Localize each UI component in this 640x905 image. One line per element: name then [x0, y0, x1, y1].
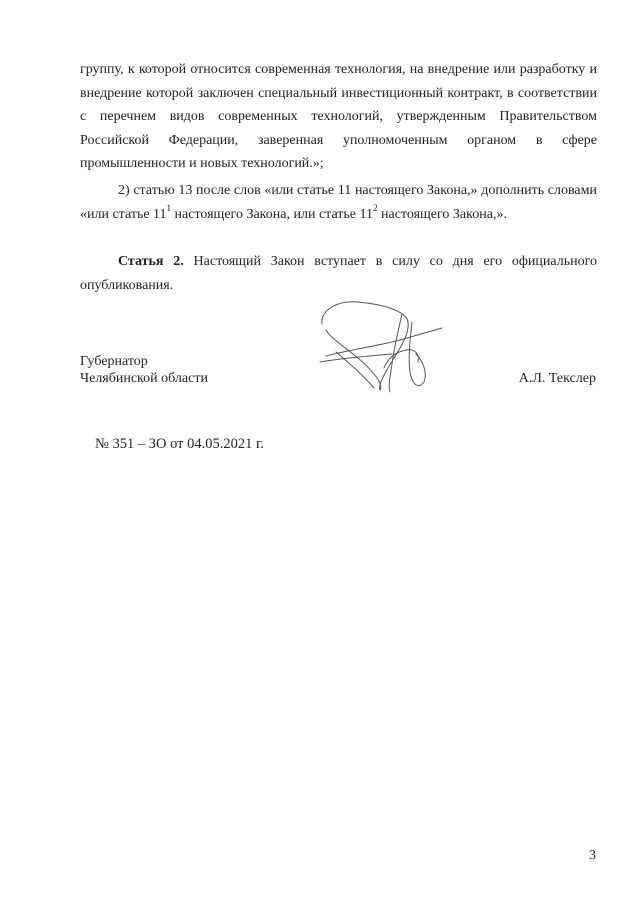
signatory-name: А.Л. Текслер	[518, 371, 596, 386]
article-label: Статья 2.	[118, 254, 184, 269]
text-line: промышленности и новых технологий.»;	[80, 156, 324, 171]
text-line: внедрение которой заключен специальный инвестиционный контракт, в соответствии	[80, 85, 597, 101]
text-fragment: «или статье 11	[80, 206, 167, 222]
text-line: 2) статью 13 после слов «или статье 11 настоящего Закона,» дополнить словами	[118, 183, 597, 198]
signatory-title-line: Губернатор	[80, 354, 148, 369]
superscript: 2	[373, 202, 378, 213]
text-line: с перечнем видов современных технологий, утвержденным Правительством	[80, 109, 597, 124]
handwritten-signature	[318, 292, 448, 402]
article-text: Настоящий Закон вступает в силу со дня его официального опубликования.	[80, 254, 597, 293]
article-2	[80, 250, 597, 297]
paragraph-amendment	[80, 179, 597, 226]
signatory-title	[80, 353, 208, 387]
text-line: Российской Федерации, заверенная уполномоченным органом в сфере	[80, 132, 597, 148]
signatory-title-line: Челябинской области	[80, 371, 208, 386]
text-line-with-superscripts	[80, 203, 597, 227]
text-line: группу, к которой относится современная технология, на внедрение или разработку и	[80, 62, 597, 77]
text-fragment: настоящего Закона, или статье 11	[171, 206, 373, 222]
paragraph-continuation	[80, 58, 597, 176]
text-fragment: настоящего Закона,».	[377, 206, 507, 222]
superscript: 1	[166, 202, 172, 213]
document-number: № 351 – ЗО от 04.05.2021 г.	[95, 436, 264, 452]
page-number: 3	[589, 848, 596, 863]
